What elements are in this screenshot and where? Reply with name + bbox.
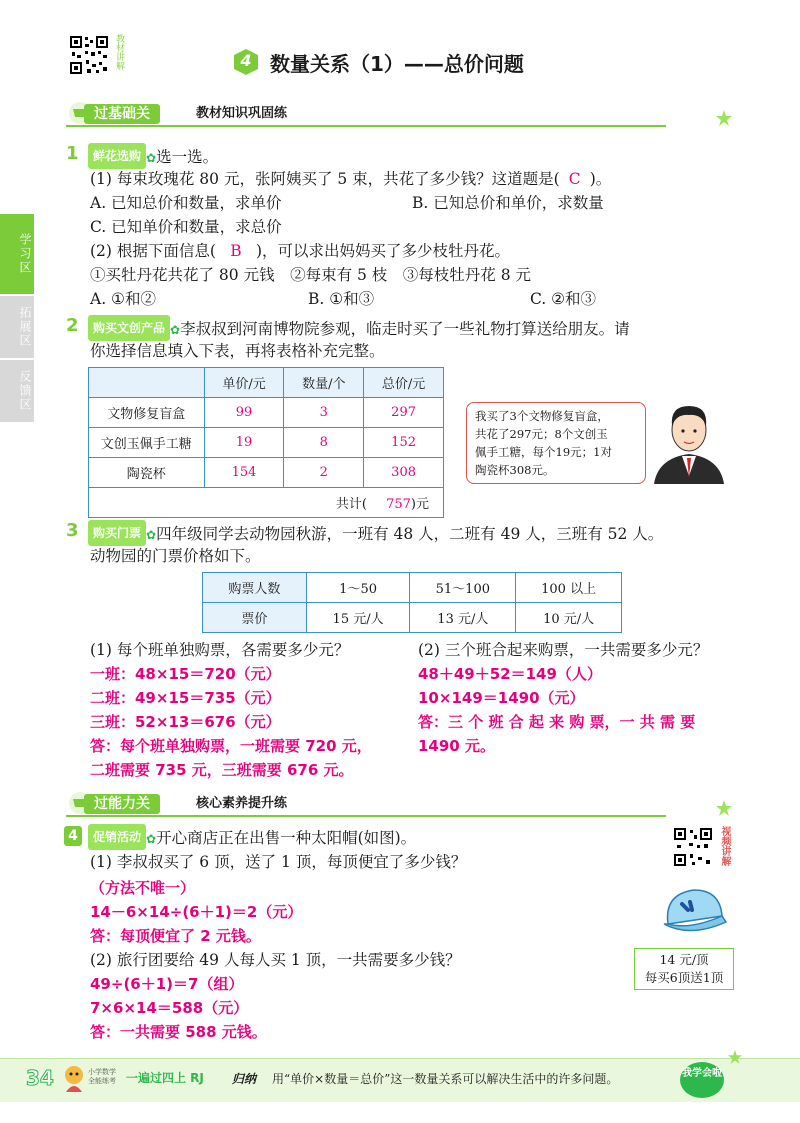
table-row: 陶瓷杯 154 2 308: [89, 458, 444, 488]
q3-sub2-answer-line: 1490 元。: [418, 737, 495, 755]
q4-sub1-answer-line: 答：每顶便宜了 2 元钱。: [90, 927, 261, 945]
section-ability-banner: [66, 790, 736, 816]
q3-tag: 购买门票: [88, 520, 146, 546]
q3-sub1-answer-line: 二班需要 735 元，三班需要 676 元。: [90, 761, 354, 779]
qr-icon: [672, 826, 714, 868]
summary-text: 用“单价×数量＝总价”这一数量关系可以解决生活中的许多问题。: [272, 1072, 619, 1086]
qr-code[interactable]: [68, 34, 110, 76]
table-header: 单价/元: [204, 368, 284, 398]
summary-label: 归纳: [232, 1072, 257, 1086]
q1-info: ①买牡丹花共花了 80 元钱 ②每束有 5 枝 ③每枝牡丹花 8 元: [90, 266, 532, 284]
q3-sub2-answer-line: 答：三 个 班 合 起 来 购 票，一 共 需 要: [418, 713, 696, 731]
q4-sub1-answer-line: （方法不唯一）: [90, 879, 196, 897]
q4-sub1-answer-line: 14－6×14÷(6＋1)＝2（元）: [90, 903, 303, 921]
table-header: [89, 368, 205, 398]
qr-label: 教材讲解: [114, 34, 124, 70]
ticket-table: [202, 572, 622, 633]
man-illustration: [644, 396, 734, 486]
star-icon: ✿: [146, 151, 157, 165]
q3-stem-line2: 动物园的门票价格如下。: [90, 547, 261, 565]
q3-stem-line1: 购买门票 ✿四年级同学去动物园秋游，一班有 48 人，二班有 49 人，三班有 52 人。: [88, 520, 663, 547]
page-number: 34: [26, 1066, 54, 1090]
star-icon: ✿: [146, 528, 157, 542]
q4-number: 4: [64, 826, 82, 846]
mascot-icon: [62, 1064, 86, 1092]
section-basic-subtitle: 教材知识巩固练: [196, 106, 288, 121]
side-tab-learn[interactable]: 学习区: [0, 214, 34, 294]
hat-price: 14 元/顶: [659, 952, 709, 967]
lesson-number: 4: [240, 51, 252, 70]
q1-option-a[interactable]: A. 已知总价和数量，求单价: [90, 194, 282, 212]
section-divider: [66, 125, 666, 127]
table-row: 购票人数 1～50 51～100 100 以上: [203, 573, 622, 603]
page-title: 数量关系（1）——总价问题: [270, 52, 524, 76]
sun-hat-illustration: [660, 880, 730, 940]
q1-part1: (1) 每束玫瑰花 80 元，张阿姨买了 5 束，共花了多少钱？这道题是( C )。: [90, 167, 611, 191]
q1-stem: 鲜花选购 ✿选一选。: [88, 143, 218, 170]
section-basic-label: 过基础关: [84, 104, 160, 124]
q2-stem-line1: 购买文创产品 ✿李叔叔到河南博物院参观，临走时买了一些礼物打算送给朋友。请: [88, 315, 630, 342]
star-icon: ✿: [146, 832, 157, 846]
q4-stem: 促销活动 ✿开心商店正在出售一种太阳帽(如图)。: [88, 824, 416, 851]
q1-part1-answer[interactable]: C: [568, 170, 581, 188]
q1-choice-b[interactable]: B. ①和③: [308, 290, 375, 308]
q1-choice-c[interactable]: C. ②和③: [530, 290, 597, 308]
hat-price-label: [634, 948, 734, 990]
video-qr-code[interactable]: [672, 826, 714, 868]
q2-tag: 购买文创产品: [88, 315, 170, 341]
star-icon: [716, 800, 732, 816]
q3-number: 3: [66, 520, 79, 541]
section-divider: [66, 815, 666, 817]
star-icon: ✿: [170, 323, 181, 337]
q4-sub2-answer-line: 7×6×14＝588（元）: [90, 999, 249, 1017]
lesson-number-badge: [232, 48, 260, 76]
q3-sub2-answer-line: 10×149＝1490（元）: [418, 689, 585, 707]
q3-sub2-answer-line: 48＋49＋52＝149（人）: [418, 665, 602, 683]
q1-tag: 鲜花选购: [88, 143, 146, 169]
q3-sub1-answer-line: 二班：49×15＝735（元）: [90, 689, 281, 707]
q1-choice-a[interactable]: A. ①和②: [90, 290, 156, 308]
q1-option-c[interactable]: C. 已知单价和数量，求总价: [90, 218, 282, 236]
q4-sub2: (2) 旅行团要给 49 人每人买 1 顶，一共需要多少钱？: [90, 951, 461, 969]
q4-sub2-answer-line: 答：一共需要 588 元钱。: [90, 1023, 267, 1041]
side-tab-extend[interactable]: 拓展区: [0, 296, 34, 358]
table-row: 文创玉佩手工糖 19 8 152: [89, 428, 444, 458]
section-ability-label: 过能力关: [84, 794, 160, 814]
q3-sub1-answer-line: 答：每个班单独购票，一班需要 720 元，: [90, 737, 372, 755]
q1-part2-answer[interactable]: B: [230, 242, 242, 260]
q1-number: 1: [66, 143, 79, 164]
q3-sub1-answer-line: 三班：52×13＝676（元）: [90, 713, 281, 731]
table-row: 票价 15 元/人 13 元/人 10 元/人: [203, 603, 622, 633]
q4-tag: 促销活动: [88, 824, 146, 850]
learned-badge: 我学会啦: [680, 1062, 724, 1098]
table-row: 文物修复盲盒 99 3 297: [89, 398, 444, 428]
section-basic-banner: [66, 100, 736, 126]
table-header: 数量/个: [284, 368, 364, 398]
speech-bubble: 我买了3个文物修复盲盒， 共花了297元；8个文创玉 佩手工糖，每个19元；1对 陶瓷杯308元。: [466, 402, 646, 484]
video-label: 视频讲解: [719, 826, 730, 866]
series-name: 小学数学 全能练考: [88, 1068, 116, 1085]
qr-icon: [68, 34, 110, 76]
star-icon: [728, 1050, 742, 1064]
book-title: 一遍过四上 RJ: [126, 1071, 204, 1085]
q1-option-b[interactable]: B. 已知总价和单价，求数量: [412, 194, 604, 212]
section-ability-subtitle: 核心素养提升练: [196, 796, 288, 811]
q3-sub1: (1) 每个班单独购票，各需要多少元？: [90, 641, 350, 659]
q3-sub2: (2) 三个班合起来购票，一共需要多少元？: [418, 641, 709, 659]
q4-sub1: (1) 李叔叔买了 6 顶，送了 1 顶，每顶便宜了多少钱？: [90, 853, 467, 871]
table-header: 总价/元: [364, 368, 444, 398]
q4-sub2-answer-line: 49÷(6＋1)＝7（组）: [90, 975, 244, 993]
star-icon: [716, 110, 732, 126]
gift-table: [88, 367, 444, 518]
q3-sub1-answer-line: 一班：48×15＝720（元）: [90, 665, 281, 683]
table-total-row: 共计( 757)元: [89, 488, 444, 518]
q1-part2: (2) 根据下面信息( B )，可以求出妈妈买了多少枝牡丹花。: [90, 239, 510, 263]
side-tab-feedback[interactable]: 反馈区: [0, 360, 34, 422]
q2-number: 2: [66, 315, 79, 336]
q2-stem-line2: 你选择信息填入下表，再将表格补充完整。: [90, 342, 385, 360]
table-total-value[interactable]: 757: [386, 497, 411, 512]
hat-promotion: 每买6顶送1顶: [644, 970, 724, 985]
